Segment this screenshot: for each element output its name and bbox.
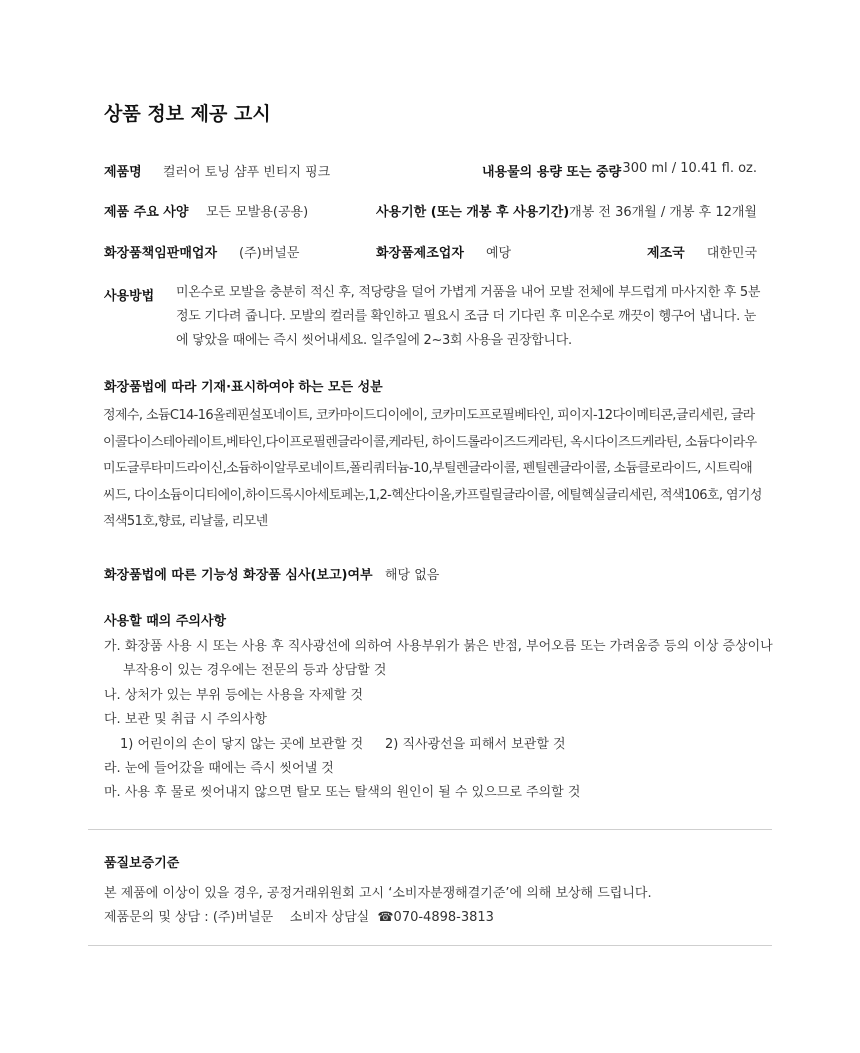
- ingredients-heading: 화장품법에 따라 기재·표시하여야 하는 모든 성분: [104, 380, 383, 395]
- functional-label: 화장품법에 따른 기능성 화장품 심사(보고)여부: [104, 568, 373, 583]
- expiry-label: 사용기한 (또는 개봉 후 사용기간): [376, 205, 570, 220]
- country-value: 대한민국: [706, 246, 757, 261]
- caution-da: 다. 보관 및 취급 시 주의사항: [104, 712, 267, 727]
- contact-line: [104, 906, 494, 925]
- product-name-value: 컬러어 토닝 샴푸 빈티지 핑크: [163, 165, 331, 180]
- ingredients-text: 정제수, 소듐C14-16올레핀설포네이트, 코카마이드디이에이, 코카미도프로필베타인, 피이지-12다이메티콘,글리세린, 글라이콜다이스테아레이트,베타인,다이프로필렌글라이콜,케라틴, 하이드롤라이즈드케라틴, 옥시다이즈드케라틴, 소듐다이라우미도글루타미드라이신,소듐하이알루로네이트,폴리쿼터늄-10,부틸렌글라이콜, 펜틸렌글라이콜, 소듐클로라이드, 시트릭애씨드, 다이소듐이디티에이,하이드록시아세토페논,1,2-헥산다이올,카프릴릴글라이콜, 에틸헥실글리세린, 적색106호, 염기성적색51호,향료, 리날룰, 리모넨: [103, 408, 762, 529]
- quality-text: 본 제품에 이상이 있을 경우, 공정거래위원회 고시 ‘소비자분쟁해결기준’에 의해 보상해 드립니다.: [104, 886, 652, 901]
- product-name-label: 제품명: [104, 165, 142, 180]
- divider-bottom: [88, 945, 772, 946]
- country-label: 제조국: [647, 246, 685, 261]
- usage-text: 미온수로 모발을 충분히 적신 후, 적당량을 덜어 가볍게 거품을 내어 모발 전체에 부드럽게 마사지한 후 5분 정도 기다려 줍니다. 모발의 컬러를 확인하고 필요시 조금 더 기다린 후 미온수로 깨끗이 헹구어 냅니다. 눈에 닿았을 때에는 즉시 씻어내세요. 일주일에 2~3회 사용을 권장합니다.: [176, 285, 761, 348]
- quality-heading: 품질보증기준: [104, 856, 180, 871]
- expiry-value: 개봉 전 36개월 / 개봉 후 12개월: [569, 205, 757, 220]
- spec-label: 제품 주요 사양: [104, 205, 189, 220]
- caution-ga-cont: 부작용이 있는 경우에는 전문의 등과 상담할 것: [123, 663, 387, 678]
- divider-top: [88, 829, 772, 830]
- cautions-heading: 사용할 때의 주의사항: [104, 614, 227, 629]
- phone-icon: ☎: [377, 910, 394, 925]
- caution-na: 나. 상처가 있는 부위 등에는 사용을 자제할 것: [104, 688, 364, 703]
- volume-value: 300 ml / 10.41 fl. oz.: [622, 161, 757, 176]
- maker-label: 화장품제조업자: [376, 246, 464, 261]
- caution-ra: 라. 눈에 들어갔을 때에는 즉시 씻어낼 것: [104, 761, 334, 776]
- usage-label: 사용방법: [104, 289, 155, 304]
- caution-ma: 마. 사용 후 물로 씻어내지 않으면 탈모 또는 탈색의 원인이 될 수 있으므로 주의할 것: [104, 785, 581, 800]
- caution-ga: 가. 화장품 사용 시 또는 사용 후 직사광선에 의하여 사용부위가 붉은 반점, 부어오름 또는 가려움증 등의 이상 증상이나: [104, 639, 773, 654]
- functional-value: 해당 없음: [385, 568, 440, 583]
- volume-label: 내용물의 용량 또는 중량: [482, 165, 622, 180]
- contact-prefix: 제품문의 및 상담 : (주)버널문 소비자 상담실: [104, 910, 370, 925]
- seller-value: (주)버널문: [239, 246, 300, 261]
- phone-number: 070-4898-3813: [393, 910, 494, 925]
- page-title: 상품 정보 제공 고시: [104, 103, 271, 125]
- maker-value: 예당: [486, 246, 512, 261]
- caution-da-2: 2) 직사광선을 피해서 보관할 것: [385, 737, 566, 752]
- seller-label: 화장품책임판매업자: [104, 246, 218, 261]
- spec-value: 모든 모발용(공용): [206, 205, 309, 220]
- caution-da-1: 1) 어린이의 손이 닿지 않는 곳에 보관할 것: [120, 737, 364, 752]
